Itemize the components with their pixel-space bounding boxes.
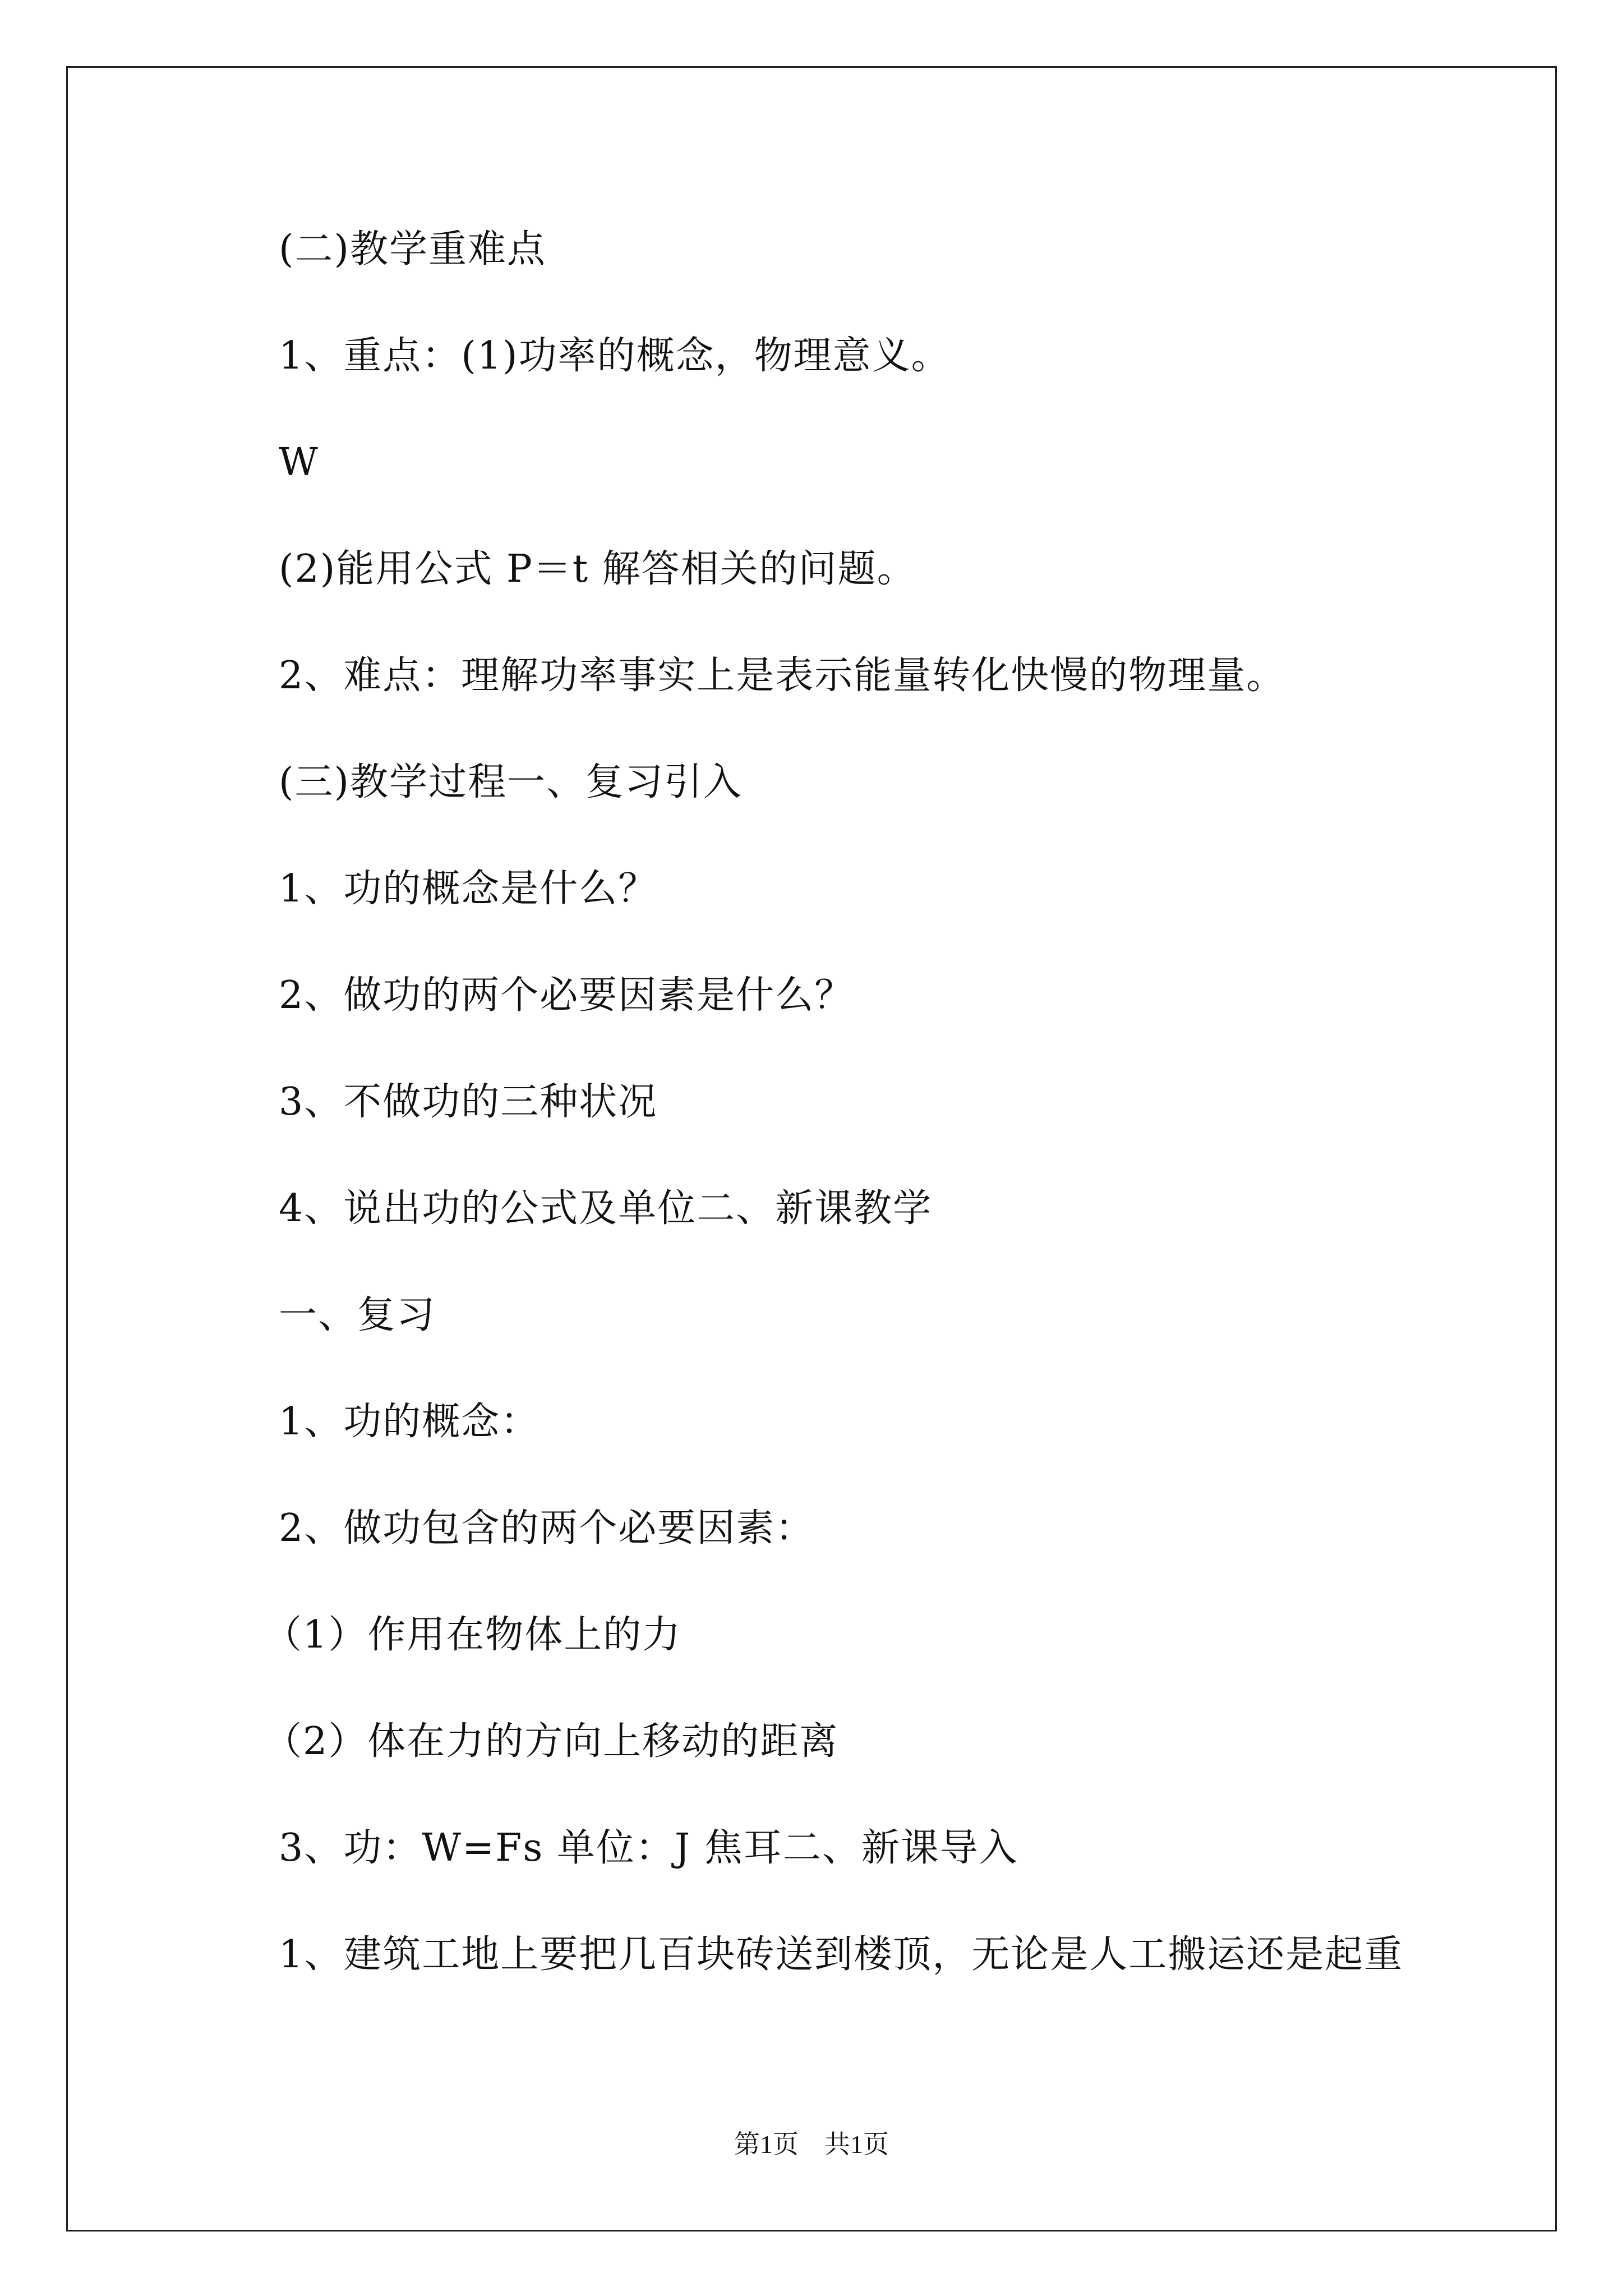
heading-review: 一、复习 xyxy=(279,1293,436,1337)
heading-difficulties: (二)教学重难点 xyxy=(279,227,547,272)
text-line: 2、难点：理解功率事实上是表示能量转化快慢的物理量。 xyxy=(279,654,1286,698)
text-line: 3、不做功的三种状况 xyxy=(279,1080,658,1124)
page-footer: 第1页 共1页 xyxy=(734,2130,889,2159)
text-line: 2、做功的两个必要因素是什么？ xyxy=(279,973,854,1018)
text-line: 4、说出功的公式及单位二、新课教学 xyxy=(279,1186,933,1231)
text-line: (2)能用公式 P＝t 解答相关的问题。 xyxy=(279,547,916,591)
page-border xyxy=(66,66,1557,2231)
text-line: 1、功的概念： xyxy=(279,1400,540,1444)
formula-numerator: W xyxy=(279,440,319,485)
text-line: 1、建筑工地上要把几百块砖送到楼顶，无论是人工搬运还是起重 xyxy=(279,1932,1404,1977)
heading-process: (三)教学过程一、复习引入 xyxy=(279,760,743,804)
text-line: （2）体在力的方向上移动的距离 xyxy=(264,1719,839,1764)
text-line: （1）作用在物体上的力 xyxy=(264,1613,682,1657)
text-line: 1、功的概念是什么？ xyxy=(279,867,658,911)
text-line: 2、做功包含的两个必要因素： xyxy=(279,1506,815,1550)
text-line: 1、重点：(1)功率的概念，物理意义。 xyxy=(279,334,951,378)
text-line: 3、功：W=Fs 单位：J 焦耳二、新课导入 xyxy=(279,1826,1018,1870)
